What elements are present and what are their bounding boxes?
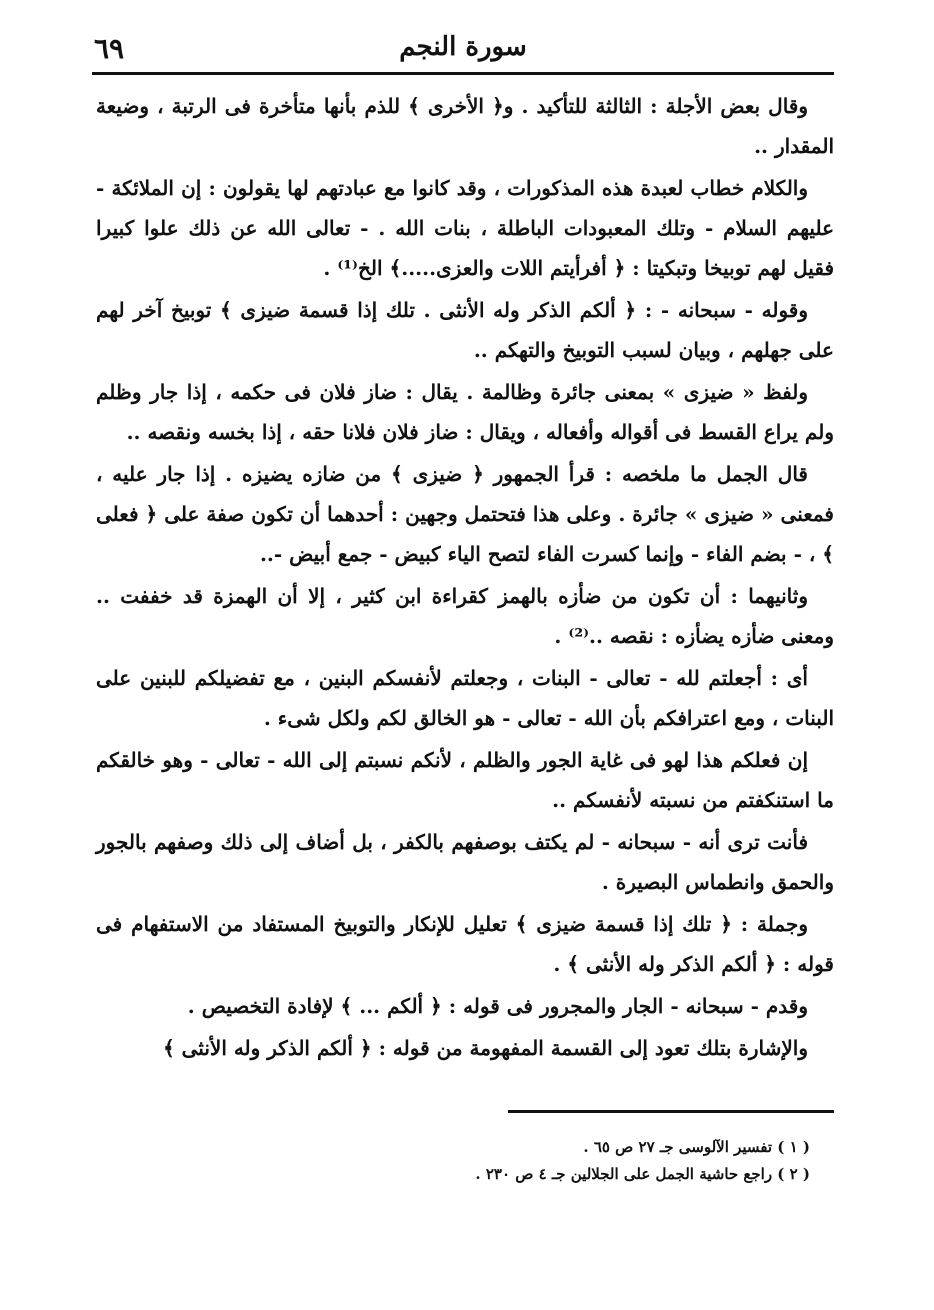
paragraph: وقوله - سبحانه - : ﴿ ألكم الذكر وله الأنثى . تلك إذا قسمة ضيزى ﴾ توبيخ آخر لهم على جهلهم ، وبيان لسبب التوبيخ والتهكم ..	[96, 298, 834, 362]
paragraph: إن فعلكم هذا لهو فى غاية الجور والظلم ، لأنكم نسبتم إلى الله - تعالى - وهو خالقكم ما استنكفتم من نسبته لأنفسكم ..	[96, 748, 834, 812]
paragraph: وقدم - سبحانه - الجار والمجرور فى قوله : ﴿ ألكم ... ﴾ لإفادة التخصيص .	[187, 994, 808, 1018]
footnote: ( ١ ) تفسير الآلوسى جـ ٢٧ ص ٦٥ .	[583, 1138, 810, 1156]
footnotes	[300, 1134, 834, 1188]
paragraph: فأنت ترى أنه - سبحانه - لم يكتف بوصفهم بالكفر ، بل أضاف إلى ذلك وصفهم بالجور والحمق وانطماس البصيرة .	[96, 830, 834, 894]
paragraph: وجملة : ﴿ تلك إذا قسمة ضيزى ﴾ تعليل للإنكار والتوبيخ المستفاد من الاستفهام فى قوله : ﴿ ألكم الذكر وله الأنثى ﴾ .	[96, 912, 834, 976]
running-title: سورة النجم	[399, 32, 527, 62]
paragraph: وقال بعض الأجلة : الثالثة للتأكيد . و﴿ الأخرى ﴾ للذم بأنها متأخرة فى الرتبة ، وضيعة المقدار ..	[96, 94, 834, 158]
paragraph: قال الجمل ما ملخصه : قرأ الجمهور ﴿ ضيزى ﴾ من ضازه يضيزه . إذا جار عليه ، فمعنى « ضيزى » جائرة . وعلى هذا فتحتمل وجهين : أحدهما أن تكون صفة على ﴿ فعلى ﴾ ، - بضم الفاء - وإنما كسرت الفاء لتصح الياء كبيض - جمع أبيض -..	[96, 462, 834, 566]
paragraph: والإشارة بتلك تعود إلى القسمة المفهومة من قوله : ﴿ ألكم الذكر وله الأنثى ﴾	[162, 1036, 808, 1060]
paragraph: ولفظ « ضيزى » بمعنى جائرة وظالمة . يقال : ضاز فلان فى حكمه ، إذا جار وظلم ولم يراع القسط فى أقواله وأفعاله ، ويقال : ضاز فلان فلانا حقه ، إذا بخسه ونقصه ..	[96, 380, 834, 444]
footnote-rule	[508, 1110, 834, 1113]
paragraph: وثانيهما : أن تكون من ضأزه بالهمز كقراءة ابن كثير ، إلا أن الهمزة قد خففت .. ومعنى ضأزه يضأزه : نقصه ..⁽²⁾ .	[96, 584, 834, 648]
footnote: ( ٢ ) راجع حاشية الجمل على الجلالين جـ ٤ ص ٢٣٠ .	[475, 1165, 810, 1183]
header-rule	[92, 72, 834, 75]
page-header	[92, 28, 834, 68]
page-number: ٦٩	[94, 32, 125, 65]
paragraph: أى : أجعلتم لله - تعالى - البنات ، وجعلتم لأنفسكم البنين ، مع تفضيلكم للبنين على البنات ، ومع اعترافكم بأن الله - تعالى - هو الخالق لكم ولكل شىء .	[96, 666, 834, 730]
main-text	[96, 86, 834, 1070]
paragraph: والكلام خطاب لعبدة هذه المذكورات ، وقد كانوا مع عبادتهم لها يقولون : إن الملائكة - عليهم السلام - وتلك المعبودات الباطلة ، بنات الله . - تعالى الله عن ذلك علوا كبيرا فقيل لهم توبيخا وتبكيتا : ﴿ أفرأيتم اللات والعزى.....﴾ الخ⁽¹⁾ .	[96, 176, 834, 280]
